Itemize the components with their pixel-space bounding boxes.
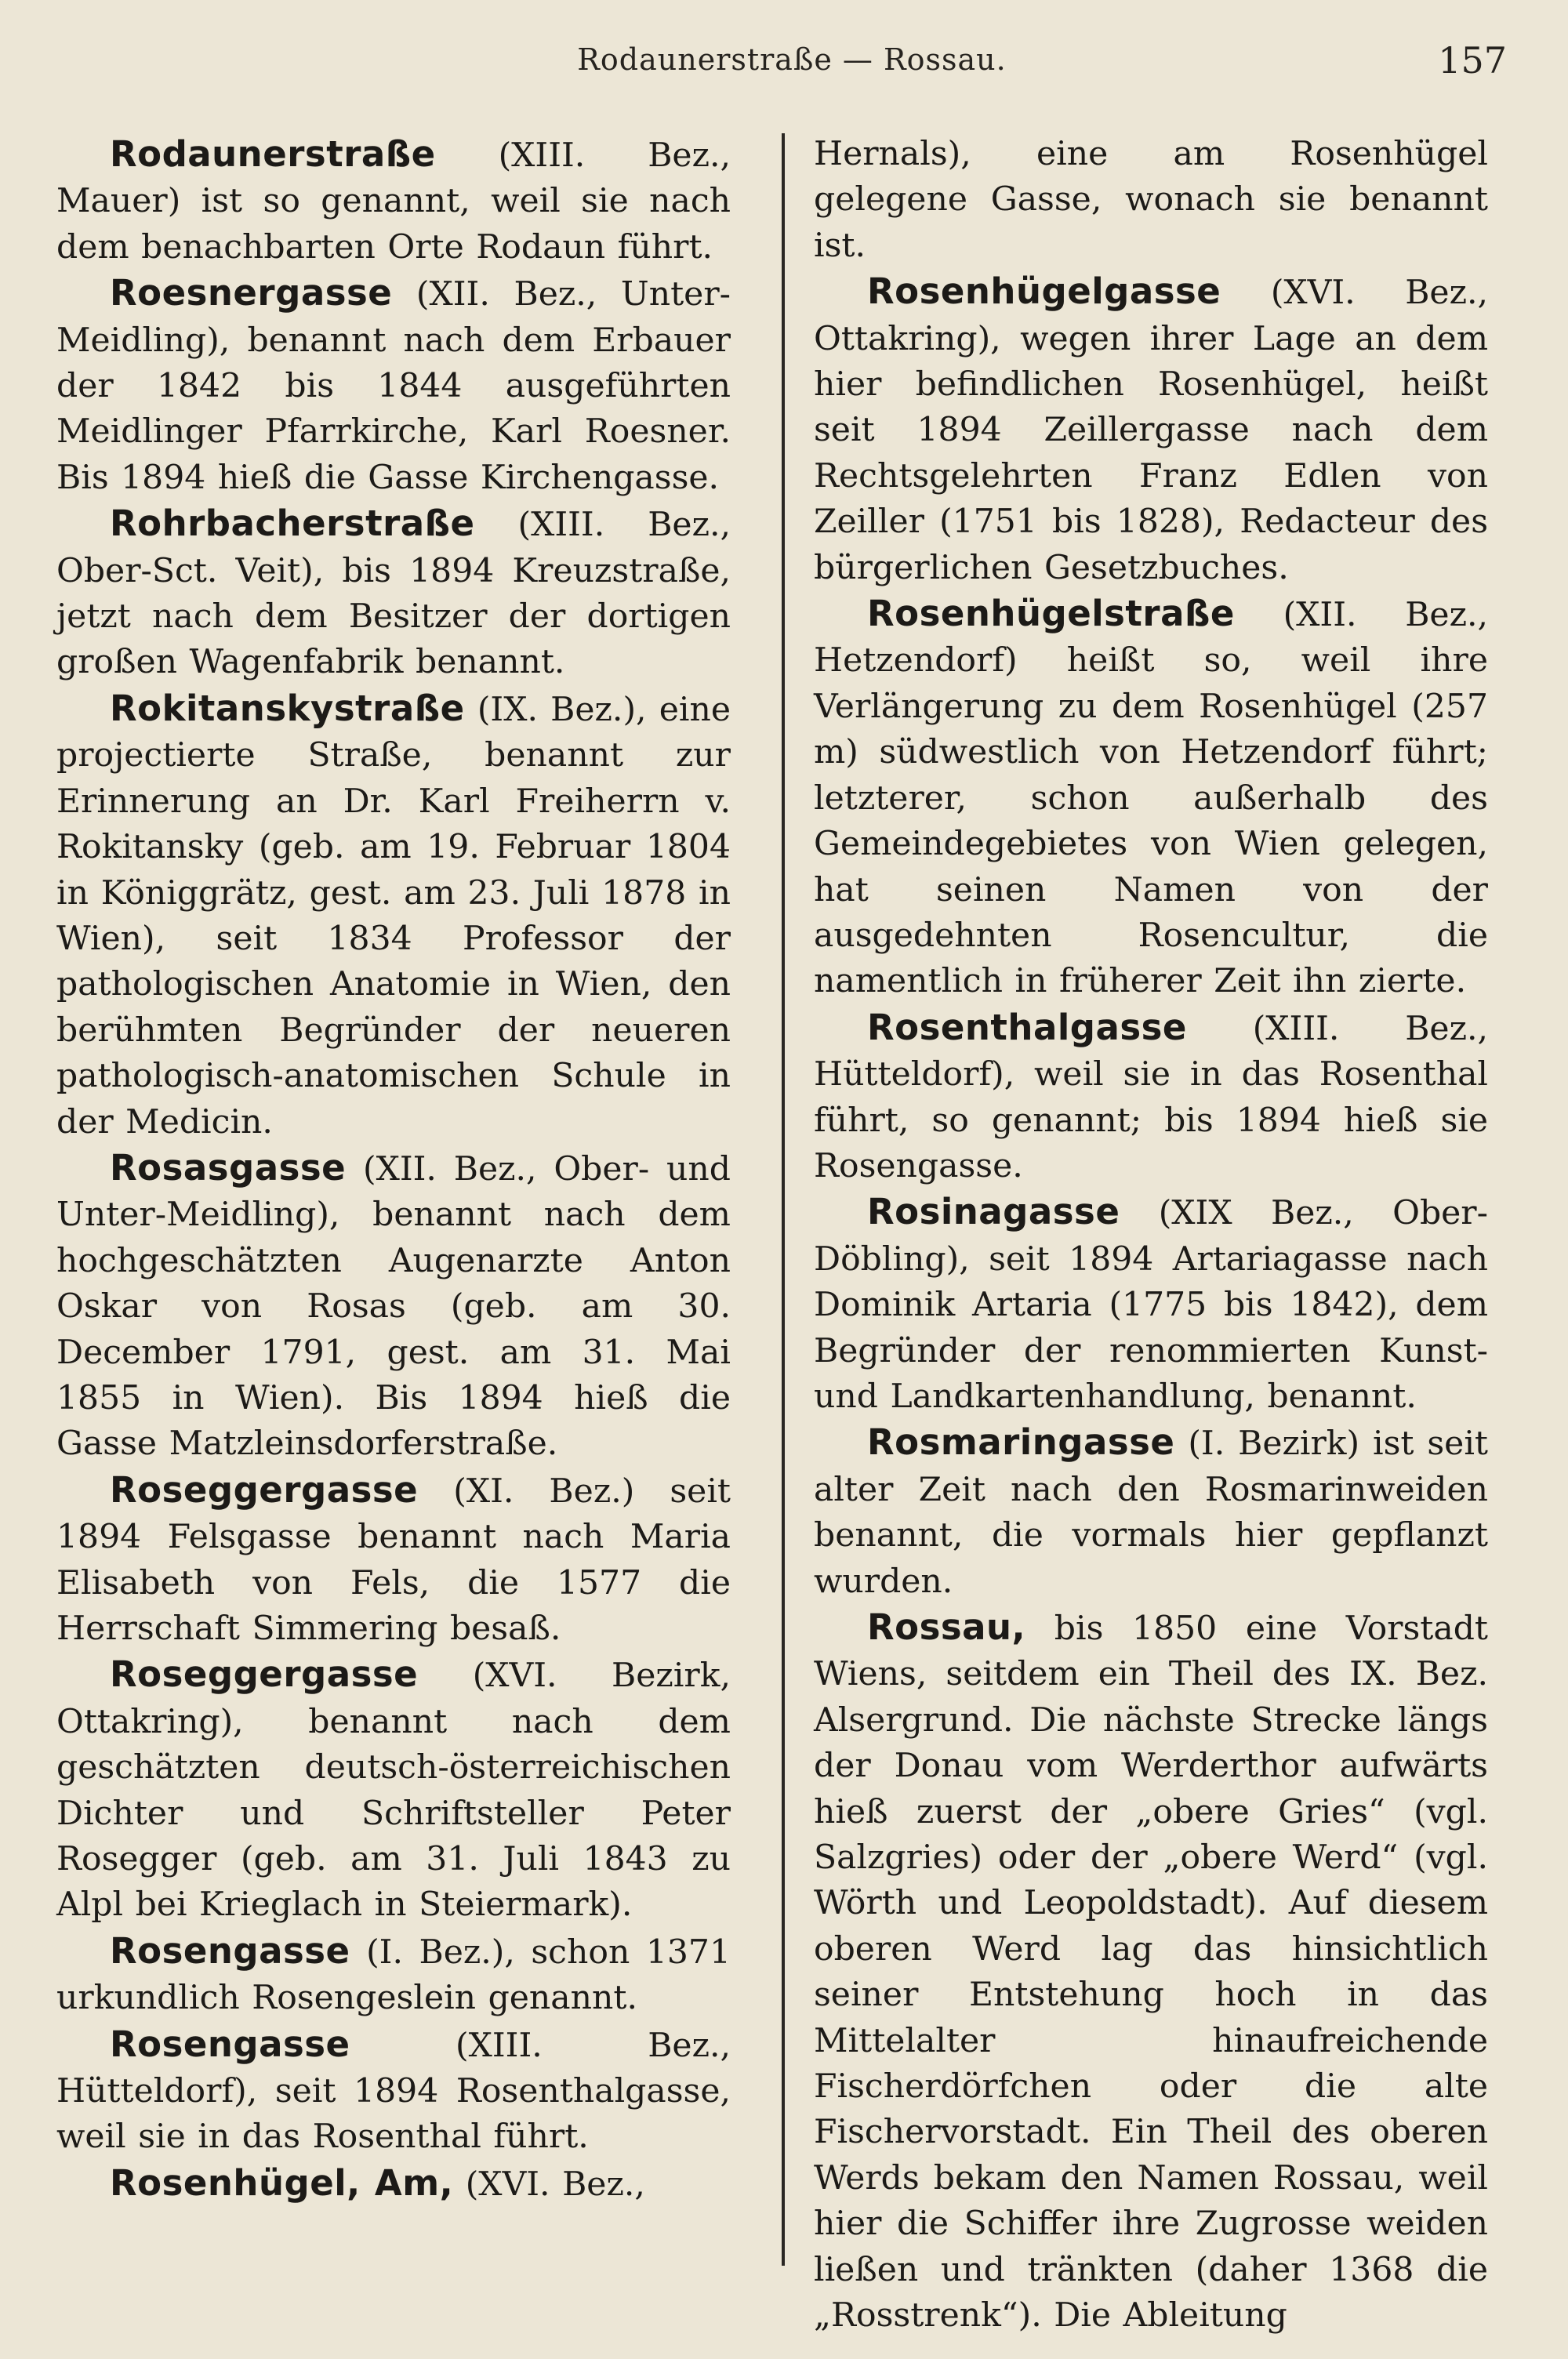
page-number: 157 xyxy=(1438,39,1507,82)
entry xyxy=(56,2161,731,2208)
entry-text: (XIII. Bez., Hütteldorf), seit 1894 Rosenthalgasse, weil sie in das Rosenthal führt. xyxy=(56,2026,731,2157)
entry xyxy=(814,1605,1488,2339)
entry-headword: Rokitanskystraße xyxy=(110,687,465,729)
entry-headword: Rosinagasse xyxy=(867,1191,1120,1233)
entry xyxy=(56,132,731,270)
entry xyxy=(56,501,731,686)
entry xyxy=(814,1005,1488,1190)
entry-headword: Rohrbacherstraße xyxy=(110,503,475,545)
entry-text: (XVI. Bez., Ottakring), wegen ihrer Lage an dem hier befindlichen Rosenhügel, heißt seit 1894 Zeillergasse nach dem Rechtsgelehrten Franz Edlen von Zeiller (1751 bis 1828), Redacteur des bürgerlichen Gesetzbuches. xyxy=(814,274,1488,587)
entry-text: (XVI. Bezirk, Ottakring), benannt nach dem geschätzten deutsch-österreichischen Dichter und Schriftsteller Peter Rosegger (geb. am 31. Juli 1843 zu Alpl bei Krieglach in Steiermark). xyxy=(56,1657,731,1925)
entry-text: (XIII. Bez., Ober-Sct. Veit), bis 1894 Kreuzstraße, jetzt nach dem Besitzer der dortigen großen Wagenfabrik benannt. xyxy=(56,506,731,682)
entry-headword: Roseggergasse xyxy=(110,1653,419,1696)
entry xyxy=(814,1420,1488,1605)
entry-headword: Rosengasse xyxy=(110,2023,350,2065)
entry xyxy=(56,1929,731,2022)
entry-text: (XII. Bez., Unter-Meidling), benannt nach dem Erbauer der 1842 bis 1844 ausgeführten Meidlinger Pfarrkirche, Karl Roesner. Bis 1894 hieß die Gasse Kirchengasse. xyxy=(56,275,731,497)
entry xyxy=(56,1468,731,1653)
entry xyxy=(814,269,1488,591)
entry-headword: Rosenhügelgasse xyxy=(867,270,1221,313)
column-divider xyxy=(782,133,785,2266)
entry-text: bis 1850 eine Vorstadt Wiens, seitdem ein Theil des IX. Bez. Alsergrund. Die nächste Strecke längs der Donau vom Werderthor aufwärts hieß zuerst der „obere Gries“ (vgl. Salzgries) oder der „obere Werd“ (vgl. Wörth und Leopoldstadt). Auf diesem oberen Werd lag das hinsichtlich seiner Entstehung hoch in das Mittelalter hinaufreichende Fischerdörfchen oder die alte Fischervorstadt. Ein Theil des oberen Werds bekam den Namen Rossau, weil hier die Schiffer ihre Zugrosse weiden ließen und tränkten (daher 1368 die „Rosstrenk“). Die Ableitung xyxy=(814,1610,1488,2335)
entry-headword: Roesnergasse xyxy=(110,272,393,314)
entry-text: (XII. Bez., Hetzendorf) heißt so, weil ihre Verlängerung zu dem Rosenhügel (257 m) südwestlich von Hetzendorf führt; letzterer, schon außerhalb des Gemeindegebietes von Wien gelegen, hat seinen Namen von der ausgedehnten Rosencultur, die namentlich in früherer Zeit ihn zierte. xyxy=(814,596,1488,1001)
running-header xyxy=(0,36,1568,91)
entry-headword: Rosasgasse xyxy=(110,1146,347,1189)
entry-text: (XVI. Bez., xyxy=(453,2165,645,2204)
entry xyxy=(56,1145,731,1468)
entry-headword: Roseggergasse xyxy=(110,1468,419,1511)
entry-continuation xyxy=(814,132,1488,269)
entry-headword: Rodaunerstraße xyxy=(110,133,436,175)
entry-text: (XIII. Bez., Hütteldorf), weil sie in das Rosenthal führt, so genannt; bis 1894 hieß sie Rosengasse. xyxy=(814,1009,1488,1185)
entry-text: (XIX Bez., Ober-Döbling), seit 1894 Artariagasse nach Dominik Artaria (1775 bis 1842), dem Begründer der renommierten Kunst- und Landkartenhandlung, benannt. xyxy=(814,1194,1488,1416)
entry xyxy=(56,686,731,1145)
entry-text: (IX. Bez.), eine projectierte Straße, benannt zur Erinnerung an Dr. Karl Freiherrn v. Rokitansky (geb. am 19. Februar 1804 in Königgrätz, gest. am 23. Juli 1878 in Wien), seit 1834 Professor der pathologischen Anatomie in Wien, den berühmten Begründer der neueren pathologisch-anatomischen Schule in der Medicin. xyxy=(56,690,731,1141)
entry-text: (XII. Bez., Ober- und Unter-Meidling), benannt nach dem hochgeschätzten Augenarzte Anton Oskar von Rosas (geb. am 30. December 1791, gest. am 31. Mai 1855 in Wien). Bis 1894 hieß die Gasse Matzleinsdorferstraße. xyxy=(56,1149,731,1464)
entry-headword: Rossau, xyxy=(867,1606,1026,1648)
left-column xyxy=(56,132,731,2208)
entry xyxy=(814,591,1488,1005)
entry-text: (XI. Bez.) seit 1894 Felsgasse benannt nach Maria Elisabeth von Fels, die 1577 die Herrschaft Simmering besaß. xyxy=(56,1472,731,1648)
entry-headword: Rosmaringasse xyxy=(867,1421,1175,1464)
entry-headword: Rosenhügel, Am, xyxy=(110,2161,454,2204)
entry-text: (I. Bez.), schon 1371 urkundlich Rosengeslein genannt. xyxy=(56,1933,731,2018)
entry-text: (I. Bezirk) ist seit alter Zeit nach den Rosmarinweiden benannt, die vormals hier gepflanzt wurden. xyxy=(814,1424,1488,1601)
entry xyxy=(56,2022,731,2161)
entry-headword: Rosenhügelstraße xyxy=(867,593,1235,635)
entry xyxy=(56,1652,731,1928)
running-title: Rodaunerstraße — Rossau. xyxy=(577,42,1007,77)
entry xyxy=(814,1189,1488,1420)
entry xyxy=(56,270,731,501)
entry-text: (XIII. Bez., Mauer) ist so genannt, weil sie nach dem benachbarten Orte Rodaun führt. xyxy=(56,136,731,267)
entry-headword: Rosenthalgasse xyxy=(867,1006,1187,1048)
right-column xyxy=(814,132,1488,2339)
entry-headword: Rosengasse xyxy=(110,1929,350,1972)
entry-text: Hernals), eine am Rosenhügel gelegene Gasse, wonach sie benannt ist. xyxy=(814,135,1488,265)
